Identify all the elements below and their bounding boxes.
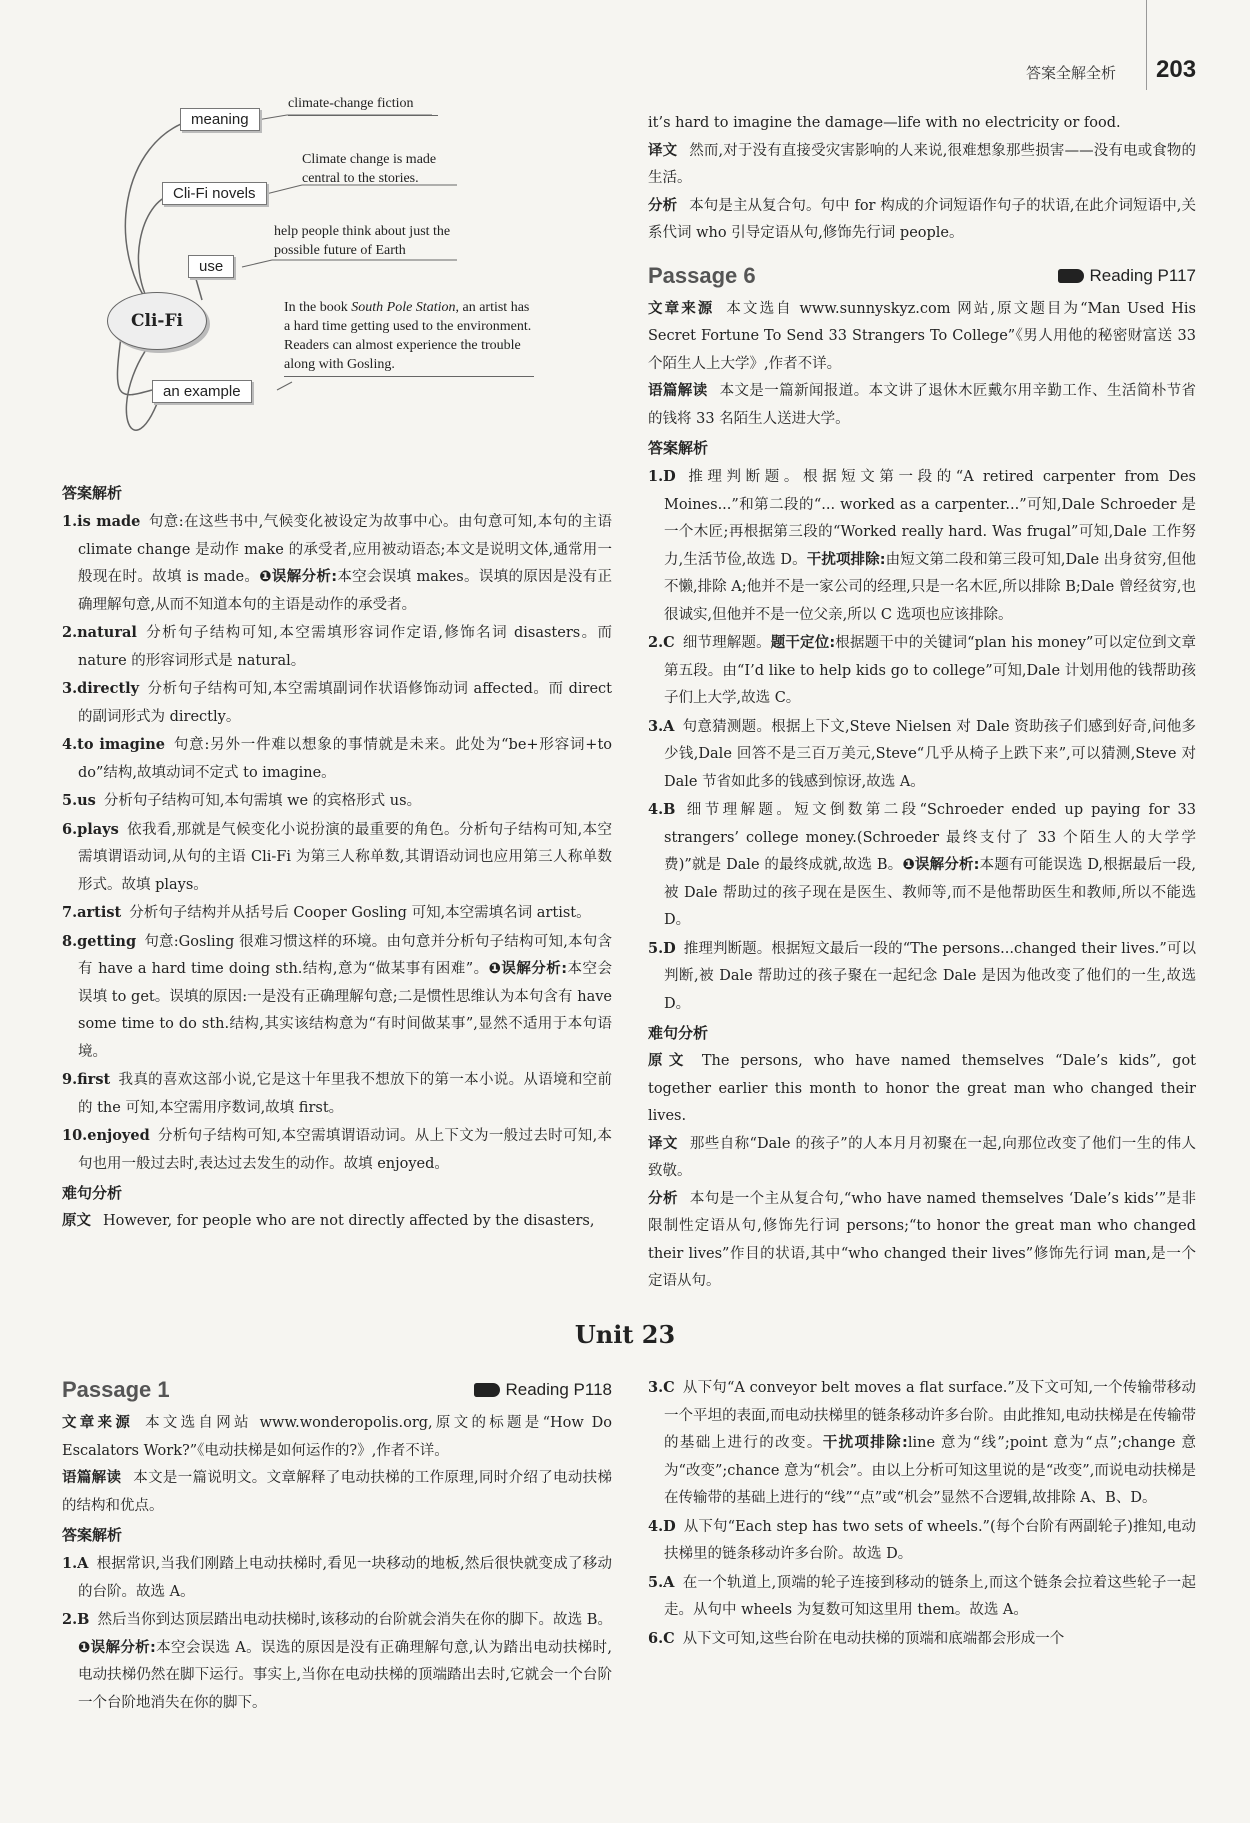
answer-item: 1.A 根据常识,当我们刚踏上电动扶梯时,看见一块移动的地板,然后很快就变成了移动的台阶。故选 A。 (62, 1555, 612, 1600)
analysis: 分析 本句是主从复合句。句中 for 构成的介词短语作句子的状语,在此介词短语中,关系代词 who 引导定语从句,修饰先行词 people。 (648, 197, 1197, 241)
article-source: 文章来源 本文选自网站 www.wonderopolis.org,原文的标题是“How Do Escalators Work?”《电动扶梯是如何运作的?》,作者不详。 (62, 1415, 613, 1459)
left-column (62, 478, 612, 1236)
original-sentence: 原文 The persons, who have named themselves “Dale’s kids”, got together earlier this month to honor the great man who changed their lives. (648, 1053, 1197, 1124)
discourse: 语篇解读 本文是一篇说明文。文章解释了电动扶梯的工作原理,同时介绍了电动扶梯的结构和优点。 (62, 1470, 612, 1514)
answer-item: 2.natural 分析句子结构可知,本空需填形容词作定语,修饰名词 disasters。而 nature 的形容词形式是 natural。 (62, 624, 612, 669)
answer-item: 9.first 我真的喜欢这部小说,它是这十年里我不想放下的第一本小说。从语境和空前的 the 可知,本空需用序数词,故填 first。 (62, 1071, 612, 1116)
answer-item: 4.to imagine 句意:另外一件难以想象的事情就是未来。此处为“be+形容词+to do”结构,故填动词不定式 to imagine。 (62, 736, 613, 781)
passage-header (648, 256, 1196, 296)
right-column (648, 110, 1196, 1296)
answer-item: 8.getting 句意:Gosling 很难习惯这样的环境。由句意并分析句子结构可知,本句含有 have a hard time doing sth.结构,意为“做某事有困难”。❶误解分析:本空会误填 to get。误填的原因:一是没有正确理解句意;二是惯性思维认为本句含有 have some time to do sth.结构,其实该结构意为“有时间做某事”,显然不适用于本句语境。 (62, 932, 613, 1060)
answer-item: 5.us 分析句子结构可知,本句需填 we 的宾格形式 us。 (62, 792, 422, 809)
difficult-heading-left: 难句分析 (62, 1184, 123, 1202)
answers-heading-bottom: 答案解析 (62, 1526, 123, 1544)
mind-map-center: Cli-Fi (107, 292, 207, 350)
discourse: 语篇解读 本文是一篇新闻报道。本文讲了退休木匠戴尔用辛勤工作、生活简朴节省的钱将 33 名陌生人送进大学。 (648, 383, 1197, 427)
reading-ref: Reading P118 (474, 1376, 613, 1404)
unit-heading: Unit 23 (574, 1320, 676, 1349)
original-sentence: 原文 However, for people who are not directly affected by the disasters, (62, 1213, 595, 1229)
answer-item: 1.is made 句意:在这些书中,气候变化被设定为故事中心。由句意可知,本句的主语 climate change 是动作 make 的承受者,应用被动语态;本文是说明文体,通常用一般现在时。故填 is made。❶误解分析:本空会误填 makes。误填的原因是没有正确理解句意,从而不知道本句的主语是动作的承受者。 (62, 513, 613, 613)
passage-title: Passage 1 (62, 1377, 170, 1403)
difficult-heading-right: 难句分析 (648, 1024, 709, 1042)
header-divider (1146, 0, 1147, 90)
answer-item: 3.A 句意猜测题。根据上下文,Steve Nielsen 对 Dale 资助孩子们感到好奇,问他多少钱,Dale 回答不是三百万美元,Steve“几乎从椅子上跌下来”,可以猜测,Steve 对 Dale 节省如此多的钱感到惊讶,故选 A。 (648, 717, 1196, 790)
note-cli-fi-novels: Climate change is made central to the stories. (302, 152, 437, 186)
bottom-right-column (648, 1374, 1196, 1653)
answer-item: 3.C 从下句“A conveyor belt moves a flat surface.”及下文可知,一个传输带移动一个平坦的表面,而电动扶梯里的链条移动许多台阶。由此推知,电动扶梯是在传输带的基础上进行的改变。干扰项排除:line 意为“线”;point 意为“点”;change 意为“改变”;chance 意为“机会”。由以上分析可知这里说的是“改变”,而说电动扶梯是在传输带的基础上进行的“线”“点”或“机会”显然不合逻辑,故排除 A、B、D。 (648, 1379, 1196, 1506)
reading-ref: Reading P117 (1058, 262, 1197, 290)
answer-item: 7.artist 分析句子结构并从括号后 Cooper Gosling 可知,本空需填名词 artist。 (62, 904, 591, 921)
answer-item: 4.B 细节理解题。短文倒数第二段“Schroeder ended up paying for 33 strangers’ college money.(Schroeder 最终支付了 33 个陌生人的大学学费)”就是 Dale 的最终成就,故选 B。❶误解分析:本题有可能误选 D,根据最后一段,被 Dale 帮助过的孩子现在是医生、教师等,而不是他帮助医生和教师,所以不能选 D。 (648, 801, 1197, 928)
translation: 译文 那些自称“Dale 的孩子”的人本月月初聚在一起,向那位改变了他们一生的伟人致敬。 (648, 1135, 1197, 1179)
answer-item: 2.B 然后当你到达顶层踏出电动扶梯时,该移动的台阶就会消失在你的脚下。故选 B。❶误解分析:本空会误选 A。误选的原因是没有正确理解句意,认为踏出电动扶梯时,电动扶梯仍然在脚下运行。事实上,当你在电动扶梯的顶端踏出去时,它就会一个台阶一个台阶地消失在你的脚下。 (62, 1611, 613, 1711)
answers-heading-left: 答案解析 (62, 484, 123, 502)
note-use: help people think about just the possible future of Earth (274, 224, 451, 258)
passage-header (62, 1370, 612, 1410)
header-label: 答案全解全析 (1026, 64, 1117, 82)
continued-sentence: it’s hard to imagine the damage—life with no electricity or food. (648, 115, 1121, 131)
answer-item: 5.A 在一个轨道上,顶端的轮子连接到移动的链条上,而这个链条会拉着这些轮子一起走。从句中 wheels 为复数可知这里用 them。故选 A。 (648, 1573, 1196, 1618)
pointing-hand-icon (474, 1383, 500, 1397)
answer-item: 10.enjoyed 分析句子结构可知,本空需填谓语动词。从上下文为一般过去时可知,本句也用一般过去时,表达过去发生的动作。故填 enjoyed。 (62, 1127, 612, 1172)
analysis: 分析 本句是一个主从复合句,“who have named themselves ‘Dale’s kids’”是非限制性定语从句,修饰先行词 persons;“to honor the great man who changed their lives”作目的状语,其中“who changed their lives”修饰先行词 man,是一个定语从句。 (648, 1190, 1196, 1289)
branch-meaning: meaning (180, 108, 260, 131)
answer-item: 3.directly 分析句子结构可知,本空需填副词作状语修饰动词 affected。而 direct 的副词形式为 directly。 (62, 680, 612, 725)
pointing-hand-icon (1058, 269, 1084, 283)
article-source: 文章来源 本文选自 www.sunnyskyz.com 网站,原文题目为“Man Used His Secret Fortune To Send 33 Strangers To College”《男人用他的秘密财富送 33 个陌生人上大学》,作者不详。 (648, 300, 1197, 372)
mind-map (62, 96, 622, 480)
page-number: 203 (1156, 56, 1197, 83)
answers-heading-right: 答案解析 (648, 439, 709, 457)
bottom-left-column (62, 1370, 612, 1717)
answer-item: 5.D 推理判断题。根据短文最后一段的“The persons...changed their lives.”可以判断,被 Dale 帮助过的孩子聚在一起纪念 Dale 是因为他改变了他们的一生,故选 D。 (648, 939, 1196, 1012)
answer-item: 6.C 从下文可知,这些台阶在电动扶梯的顶端和底端都会形成一个 (648, 1629, 1065, 1647)
branch-an-example: an example (152, 380, 252, 403)
branch-use: use (188, 255, 234, 278)
passage-title: Passage 6 (648, 262, 756, 288)
answer-item: 4.D 从下句“Each step has two sets of wheels.”(每个台阶有两副轮子)推知,电动扶梯里的链条移动许多台阶。故选 D。 (648, 1517, 1196, 1562)
branch-cli-fi-novels: Cli-Fi novels (162, 182, 267, 205)
answer-item: 1.D 推理判断题。根据短文第一段的“A retired carpenter from Des Moines...”和第二段的“... worked as a carpenter...”可知,Dale Schroeder 是一个木匠;再根据第三段的“Worked really hard. Was frugal”可知,Dale 工作努力,生活节俭,故选 D。干扰项排除:由短文第二段和第三段可知,Dale 出身贫穷,但他不懒,排除 A;他并不是一家公司的经理,只是一名木匠,所以排除 B;Dale 曾经贫穷,也很诚实,但他并不是一位父亲,所以 C 选项也应该排除。 (648, 468, 1196, 623)
note-an-example: In the book South Pole Station, an artist has a hard time getting used to the environment. Readers can almost experience the trouble along with Gosling. (284, 298, 534, 377)
translation: 译文 然而,对于没有直接受灾害影响的人来说,很难想象那些损害——没有电或食物的生活。 (648, 142, 1196, 186)
answer-item: 2.C 细节理解题。题干定位:根据题干中的关键词“plan his money”可以定位到文章第五段。由“I’d like to help kids go to college”可知,Dale 计划用他的钱帮助孩子们上大学,故选 C。 (648, 634, 1196, 706)
note-meaning: climate-change fiction (288, 94, 438, 116)
answer-item: 6.plays 依我看,那就是气候变化小说扮演的最重要的角色。分析句子结构可知,本空需填谓语动词,从句的主语 Cli-Fi 为第三人称单数,其谓语动词也应用第三人称单数形式。故填 plays。 (62, 820, 612, 893)
